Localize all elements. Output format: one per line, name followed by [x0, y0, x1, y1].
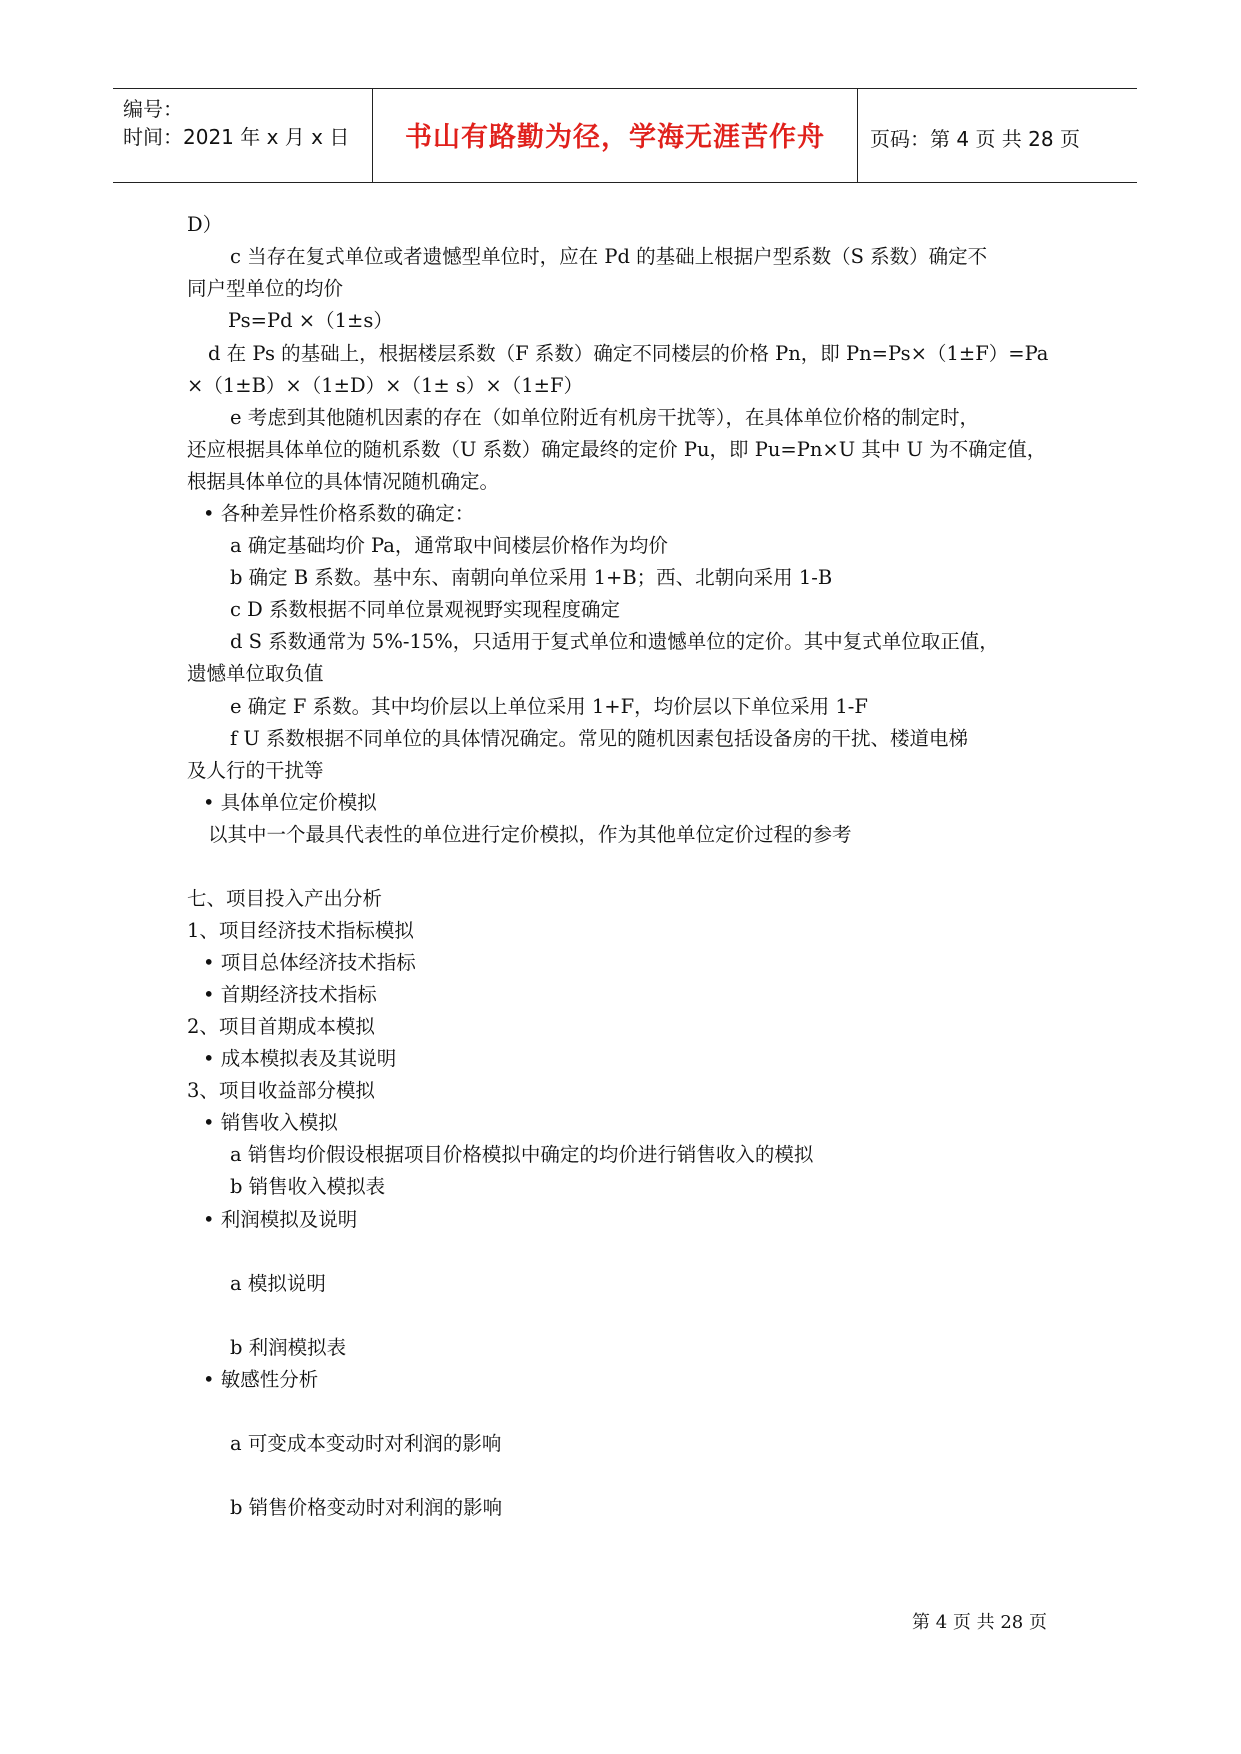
text-line: 同户型单位的均价 [187, 277, 344, 300]
text-line: a 确定基础均价 Pa，通常取中间楼层价格作为均价 [230, 534, 668, 557]
text-line: b 销售收入模拟表 [230, 1175, 386, 1198]
text-line: b 销售价格变动时对利润的影响 [230, 1496, 503, 1519]
text-line: 及人行的干扰等 [187, 759, 324, 782]
text-line: a 可变成本变动时对利润的影响 [230, 1432, 502, 1455]
list-item: • 成本模拟表及其说明 [203, 1047, 397, 1070]
text-line: b 确定 B 系数。基中东、南朝向单位采用 1+B；西、北朝向采用 1-B [230, 566, 833, 589]
motto-text: 书山有路勤为径，学海无涯苦作舟 [405, 122, 825, 153]
page-code: 页码：第 4 页 共 28 页 [870, 127, 1080, 151]
text-line: c 当存在复式单位或者遗憾型单位时，应在 Pd 的基础上根据户型系数（S 系数）确定不 [230, 245, 988, 268]
text-line: c D 系数根据不同单位景观视野实现程度确定 [230, 598, 620, 621]
header-info-cell [113, 89, 373, 182]
list-item: • 利润模拟及说明 [203, 1208, 358, 1231]
text-line: ×（1±B）×（1±D）×（1± s）×（1±F） [187, 374, 584, 397]
subsection-heading: 1、项目经济技术指标模拟 [187, 919, 414, 942]
text-line: d 在 Ps 的基础上，根据楼层系数（F 系数）确定不同楼层的价格 Pn，即 Pn=Ps×（1±F）=Pa [208, 342, 1049, 365]
page-footer: 第 4 页 共 28 页 [912, 1612, 1047, 1633]
text-line: e 考虑到其他随机因素的存在（如单位附近有机房干扰等），在具体单位价格的制定时， [230, 406, 979, 429]
text-line: d S 系数通常为 5%-15%，只适用于复式单位和遗憾单位的定价。其中复式单位取正值， [230, 630, 999, 653]
subsection-heading: 2、项目首期成本模拟 [187, 1015, 375, 1038]
header-page-cell [858, 89, 1137, 182]
text-line: Ps=Pd ×（1±s） [228, 309, 393, 332]
text-line: b 利润模拟表 [230, 1336, 347, 1359]
time-label: 时间：2021 年 x 月 x 日 [123, 125, 350, 149]
list-item: • 各种差异性价格系数的确定： [203, 502, 475, 525]
list-item: • 销售收入模拟 [203, 1111, 338, 1134]
text-line: f U 系数根据不同单位的具体情况确定。常见的随机因素包括设备房的干扰、楼道电梯 [230, 727, 969, 750]
list-item: • 敏感性分析 [203, 1368, 319, 1391]
text-line: 以其中一个最具代表性的单位进行定价模拟，作为其他单位定价过程的参考 [208, 823, 852, 846]
text-line: a 销售均价假设根据项目价格模拟中确定的均价进行销售收入的模拟 [230, 1143, 814, 1166]
header-motto-cell [373, 89, 858, 182]
text-line: D） [187, 213, 223, 236]
list-item: • 项目总体经济技术指标 [203, 951, 416, 974]
list-item: • 首期经济技术指标 [203, 983, 377, 1006]
subsection-heading: 3、项目收益部分模拟 [187, 1079, 375, 1102]
document-header [113, 88, 1137, 183]
list-item: • 具体单位定价模拟 [203, 791, 377, 814]
text-line: 遗憾单位取负值 [187, 662, 324, 685]
text-line: e 确定 F 系数。其中均价层以上单位采用 1+F，均价层以下单位采用 1-F [230, 695, 868, 718]
section-heading: 七、项目投入产出分析 [187, 887, 383, 910]
number-label: 编号： [123, 97, 183, 121]
text-line: 根据具体单位的具体情况随机确定。 [187, 470, 500, 493]
text-line: a 模拟说明 [230, 1272, 326, 1295]
text-line: 还应根据具体单位的随机系数（U 系数）确定最终的定价 Pu，即 Pu=Pn×U 其中 U 为不确定值， [187, 438, 1047, 461]
